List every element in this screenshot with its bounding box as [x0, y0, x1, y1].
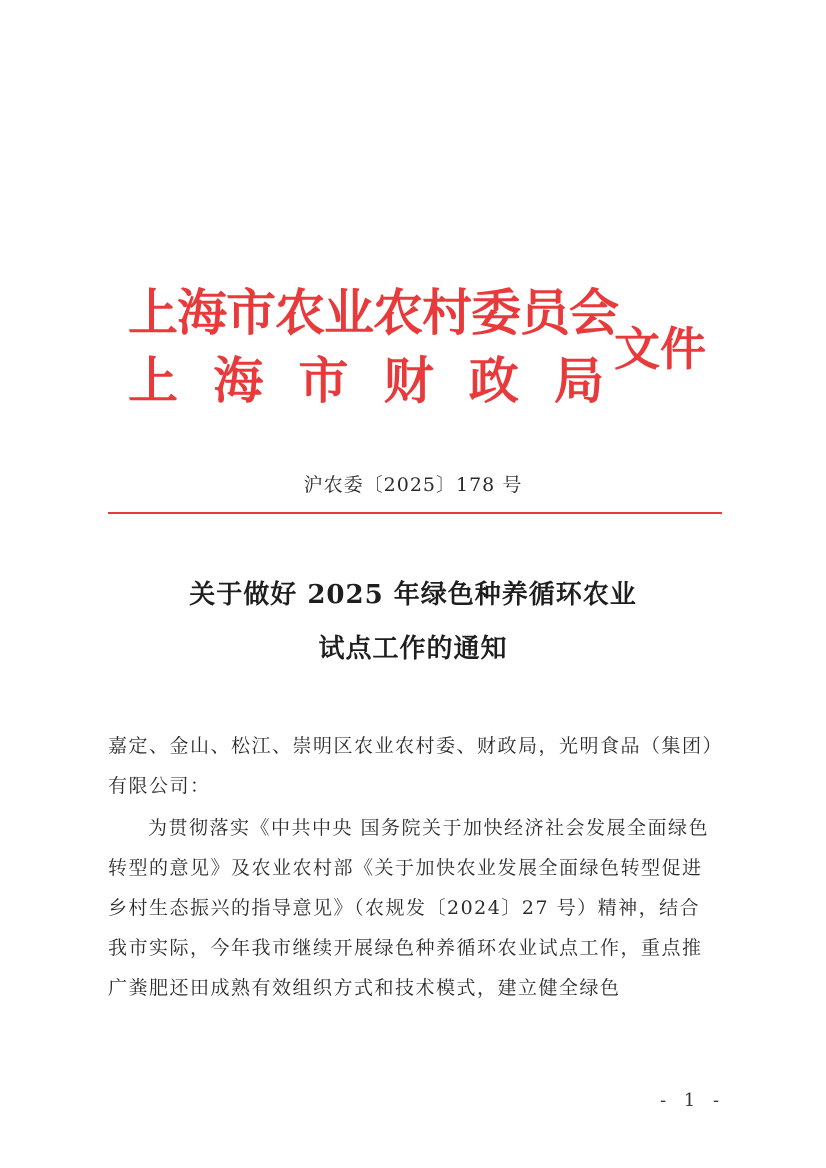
issuer-finance-bureau	[128, 351, 604, 410]
issuer-agriculture-committee: 上海市农业农村委员会	[128, 283, 618, 342]
issuer-char: 财	[383, 351, 434, 410]
doc-type-suffix: 文件	[614, 322, 706, 376]
issuer-char: 局	[553, 351, 604, 410]
issuer-char: 政	[468, 351, 519, 410]
title-line-1: 关于做好 2025 年绿色种养循环农业	[189, 580, 637, 610]
red-letterhead	[0, 0, 826, 430]
salutation: 嘉定、金山、松江、崇明区农业农村委、财政局，光明食品（集团）有限公司：	[108, 735, 714, 797]
red-divider	[108, 512, 722, 514]
issuer-char: 上	[128, 351, 178, 410]
issuer-char: 市	[298, 351, 349, 410]
title-line-2: 试点工作的通知	[318, 634, 508, 664]
page-number: - 1 -	[660, 1090, 726, 1111]
document-number: 沪农委〔2025〕178 号	[303, 474, 523, 496]
issuer-char: 海	[213, 351, 264, 410]
body-paragraph: 为贯彻落实《中共中央 国务院关于加快经济社会发展全面绿色转型的意见》及农业农村部《关于加快农业发展全面绿色转型促进乡村生态振兴的指导意见》（农规发〔2024〕27 号）精神，结合我市实际，今年我市继续开展绿色种养循环农业试点工作，重点推广粪肥还田成熟有效组织方式和技术模式，建立健全绿色	[108, 817, 710, 999]
